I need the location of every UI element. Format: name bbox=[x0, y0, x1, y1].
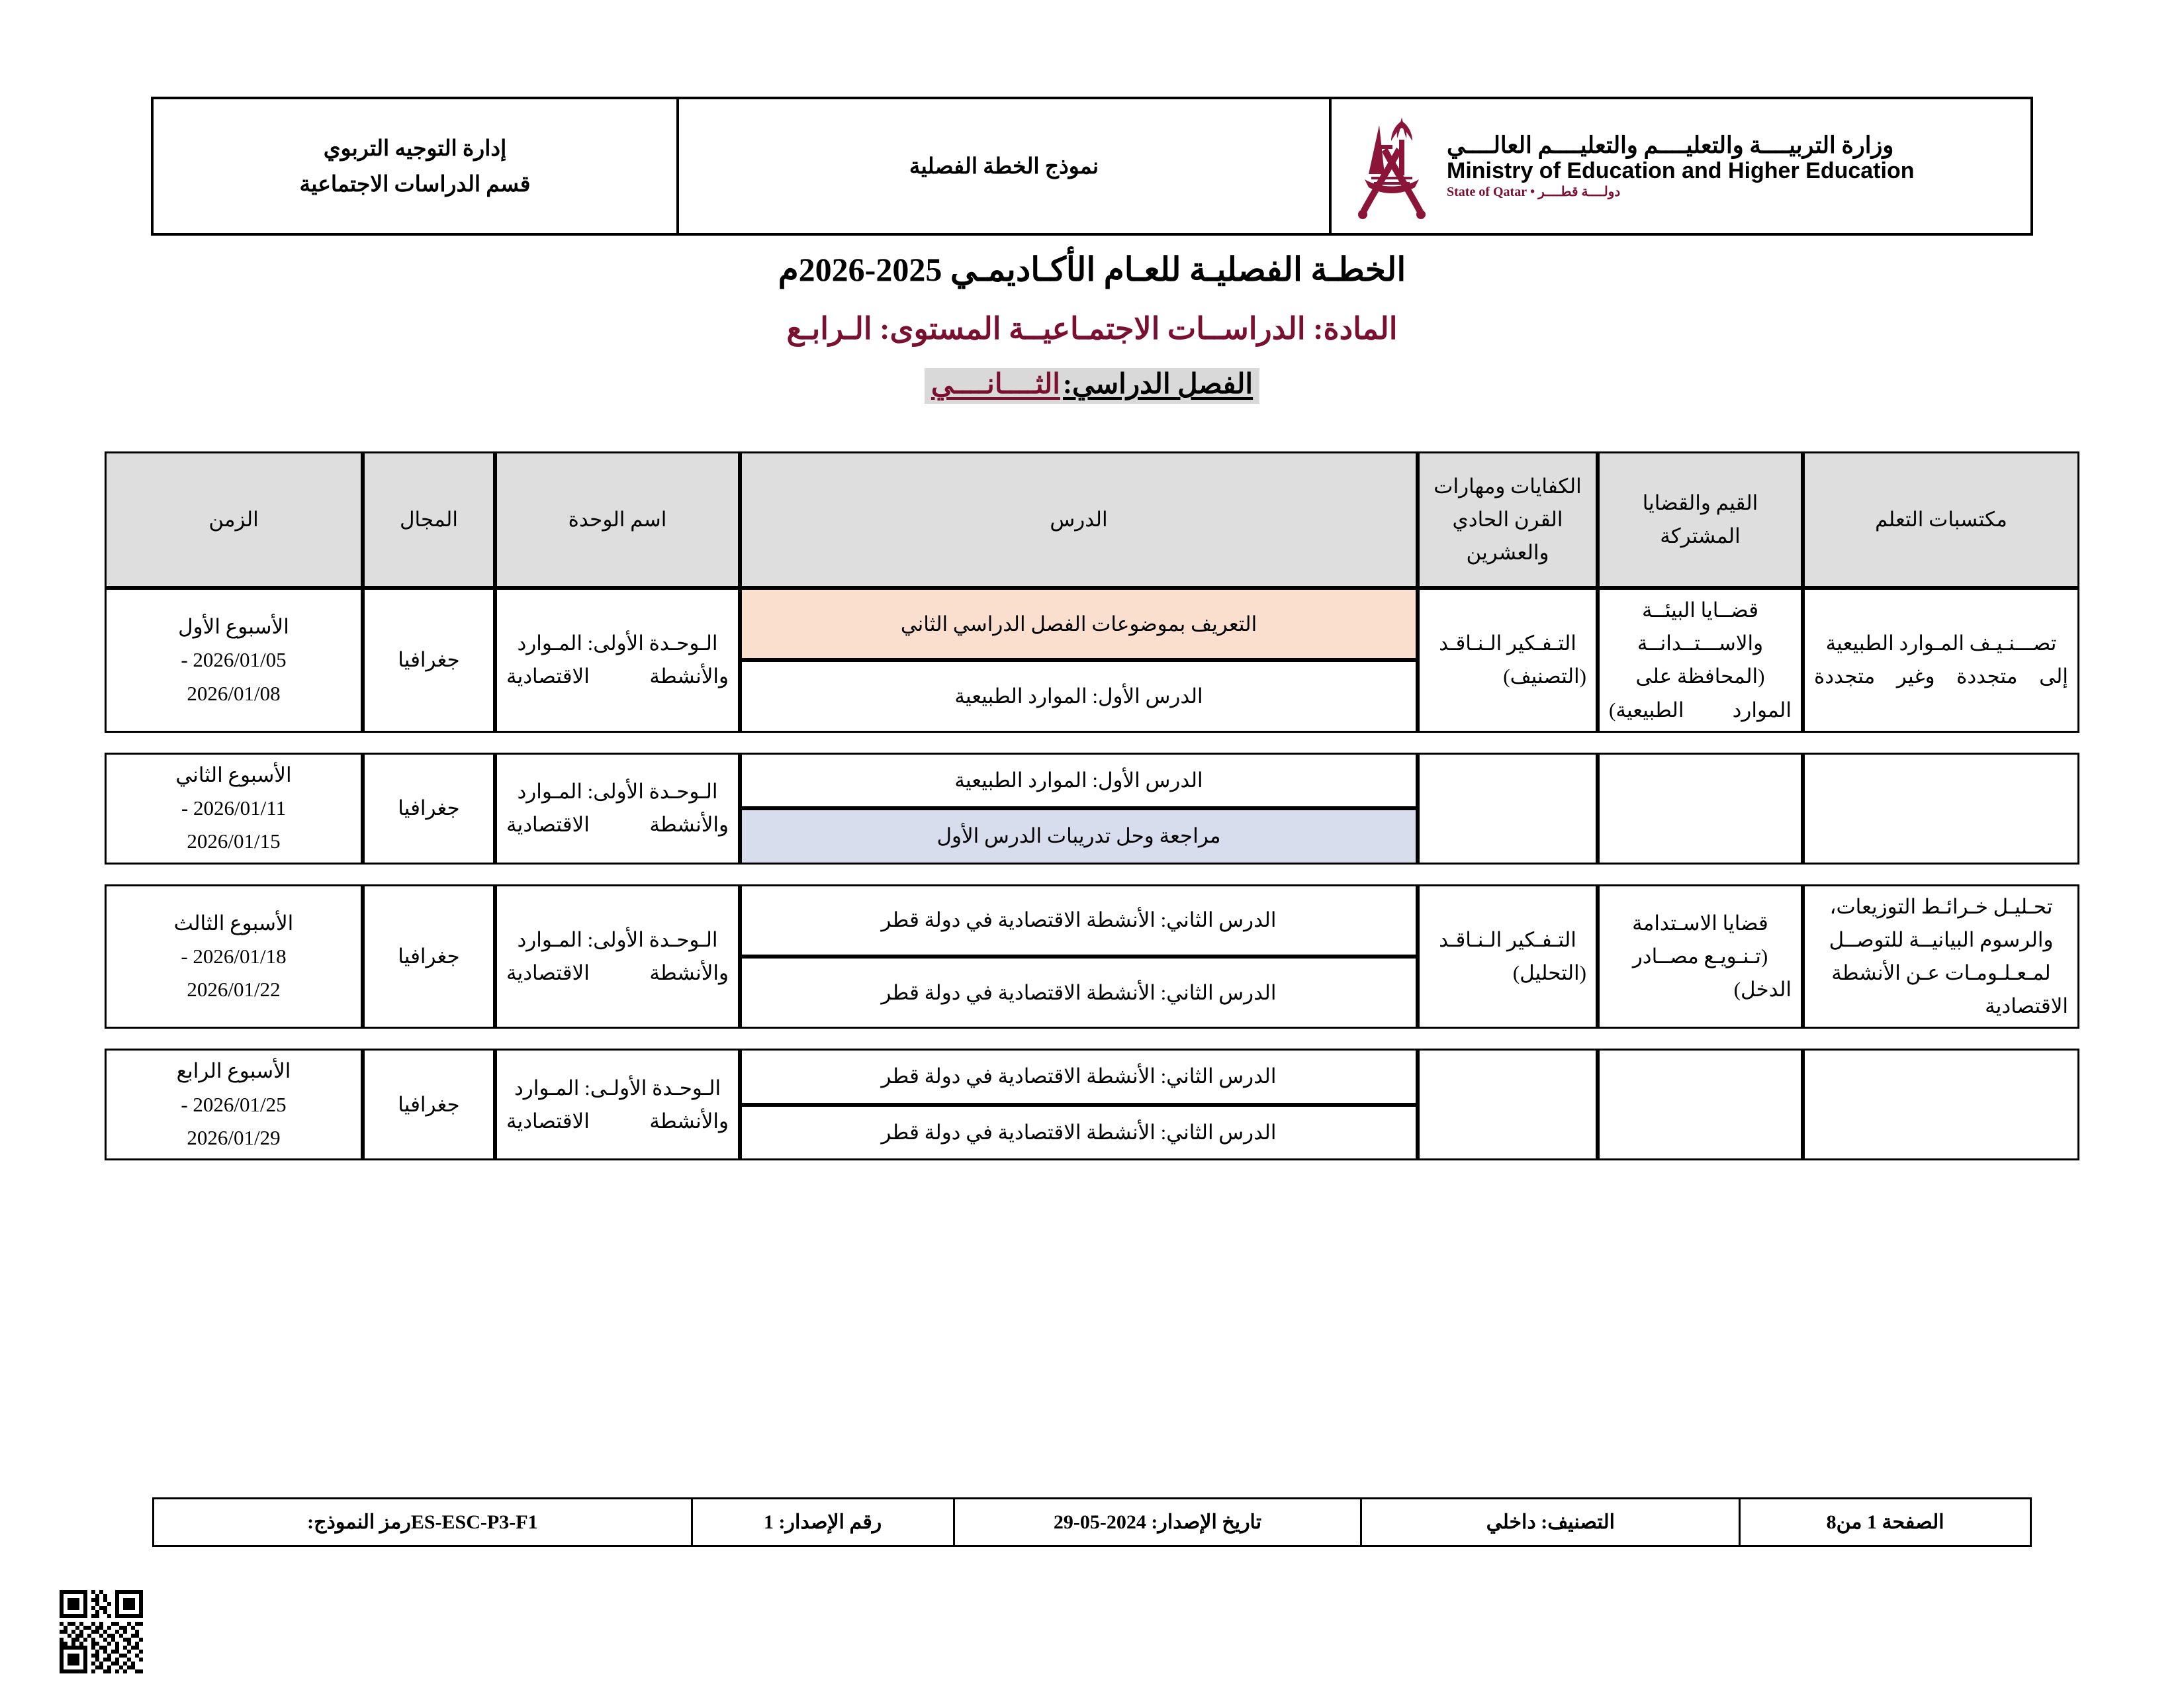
ministry-name-english: Ministry of Education and Higher Education bbox=[1447, 158, 1915, 184]
cell-unit-name: الـوحـدة الأولى: المـوارد والأنشطة الاقتصادية bbox=[495, 753, 740, 865]
cell-values-issues: قضايا الاسـتدامة (تـنـويـع مصــادر الدخل) bbox=[1598, 884, 1803, 1029]
semester-plan-table bbox=[105, 451, 2079, 1160]
table-row bbox=[105, 753, 2079, 808]
ministry-name-arabic: وزارة التربيــــة والتعليــــم والتعليــــم العالــــي bbox=[1447, 132, 1894, 159]
header-unit-name: اسم الوحدة bbox=[495, 451, 740, 588]
cell-field: جغرافيا bbox=[363, 588, 495, 733]
cell-learning-gains bbox=[1803, 753, 2079, 865]
week-label: الأسبوع الرابع bbox=[176, 1059, 291, 1083]
date-start: 2026/01/05 - bbox=[181, 648, 287, 672]
footer-form-code-label: رمز النموذج: bbox=[307, 1511, 411, 1533]
footer-form-code bbox=[154, 1499, 692, 1546]
cell-unit-name: الـوحـدة الأولى: المـوارد والأنشطة الاقتصادية bbox=[495, 588, 740, 733]
header-field: المجال bbox=[363, 451, 495, 588]
footer-classification: التصنيف: داخلي bbox=[1361, 1499, 1740, 1546]
semester-title-highlight bbox=[925, 368, 1259, 404]
document-footer bbox=[152, 1497, 2032, 1547]
table-row bbox=[105, 884, 2079, 957]
cell-time bbox=[105, 884, 363, 1029]
masthead bbox=[151, 97, 2033, 236]
cell-field: جغرافيا bbox=[363, 1049, 495, 1160]
section-name: قسم الدراسات الاجتماعية bbox=[299, 173, 531, 197]
footer-page-number: الصفحة 1 من8 bbox=[1740, 1499, 2031, 1546]
cell-lesson: الدرس الثاني: الأنشطة الاقتصادية في دولة قطر bbox=[740, 1105, 1418, 1160]
qatar-state-emblem-icon bbox=[1351, 111, 1432, 222]
date-start: 2026/01/11 - bbox=[181, 796, 287, 820]
header-learning-gains: مكتسبات التعلم bbox=[1803, 451, 2079, 588]
cell-competencies-skills bbox=[1418, 1049, 1598, 1160]
footer-form-code-value: ES-ESC-P3-F1 bbox=[410, 1511, 538, 1533]
cell-lesson: الدرس الثاني: الأنشطة الاقتصادية في دولة قطر bbox=[740, 957, 1418, 1029]
week-label: الأسبوع الثاني bbox=[175, 763, 292, 786]
cell-values-issues bbox=[1598, 1049, 1803, 1160]
cell-learning-gains: تصـــنـيـف المـوارد الطبيعية إلى متجددة وغير متجددة bbox=[1803, 588, 2079, 733]
date-end: 2026/01/29 bbox=[187, 1125, 281, 1149]
cell-competencies-skills: التـفـكير الـنـاقـد (التصنيف) bbox=[1418, 588, 1598, 733]
cell-competencies-skills bbox=[1418, 753, 1598, 865]
ministry-logo-cell bbox=[1329, 99, 2030, 233]
qr-code-icon bbox=[60, 1590, 143, 1673]
table-header-row bbox=[105, 451, 2079, 588]
table-row bbox=[105, 588, 2079, 660]
footer-row bbox=[154, 1499, 2031, 1546]
spacer-cell bbox=[105, 865, 2079, 884]
cell-field: جغرافيا bbox=[363, 884, 495, 1029]
form-title: نموذج الخطة الفصلية bbox=[909, 155, 1099, 179]
cell-unit-name: الـوحـدة الأولـى: المـوارد والأنشطة الاقتصادية bbox=[495, 1049, 740, 1160]
document-titles bbox=[0, 253, 2184, 404]
cell-learning-gains bbox=[1803, 1049, 2079, 1160]
row-spacer bbox=[105, 865, 2079, 884]
cell-competencies-skills: التـفـكير الـنـاقـد (التحليل) bbox=[1418, 884, 1598, 1029]
cell-lesson: الدرس الأول: الموارد الطبيعية bbox=[740, 660, 1418, 732]
header-lesson: الدرس bbox=[740, 451, 1418, 588]
cell-values-issues: قضــايا البيئــة والاســـتــدانــة (المحافظة على الموارد الطبيعية) bbox=[1598, 588, 1803, 733]
form-title-cell bbox=[676, 99, 1329, 233]
cell-field: جغرافيا bbox=[363, 753, 495, 865]
footer-revision-number: رقم الإصدار: 1 bbox=[692, 1499, 954, 1546]
footer-issue-date bbox=[954, 1499, 1361, 1546]
semester-value: الثــــانــــي bbox=[931, 369, 1060, 400]
spacer-cell bbox=[105, 733, 2079, 753]
row-spacer bbox=[105, 733, 2079, 753]
date-start: 2026/01/25 - bbox=[181, 1092, 287, 1116]
state-of-qatar-label: دولــــة قطــــر • State of Qatar bbox=[1447, 185, 1621, 200]
cell-values-issues bbox=[1598, 753, 1803, 865]
date-end: 2026/01/22 bbox=[187, 978, 281, 1002]
semester-label: الفصل الدراسي: bbox=[1062, 369, 1253, 400]
footer-issue-date-label: تاريخ الإصدار: bbox=[1151, 1511, 1262, 1533]
header-values-issues: القيم والقضايا المشتركة bbox=[1598, 451, 1803, 588]
header-competencies-skills: الكفايات ومهارات القرن الحادي والعشرين bbox=[1418, 451, 1598, 588]
spacer-cell bbox=[105, 1029, 2079, 1049]
subject-and-level-title: المادة: الدراســات الاجتمـاعيــة المستوى: الـرابـع bbox=[786, 312, 1398, 346]
date-end: 2026/01/08 bbox=[187, 681, 281, 705]
footer-issue-date-value: 29-05-2024 bbox=[1053, 1511, 1146, 1533]
cell-lesson: الدرس الثاني: الأنشطة الاقتصادية في دولة قطر bbox=[740, 884, 1418, 957]
header-time: الزمن bbox=[105, 451, 363, 588]
date-start: 2026/01/18 - bbox=[181, 944, 287, 968]
cell-lesson: مراجعة وحل تدريبات الدرس الأول bbox=[740, 808, 1418, 864]
table-row bbox=[105, 1049, 2079, 1104]
cell-time bbox=[105, 1049, 363, 1160]
cell-unit-name: الـوحـدة الأولى: المـوارد والأنشطة الاقتصادية bbox=[495, 884, 740, 1029]
date-end: 2026/01/15 bbox=[187, 829, 281, 853]
row-spacer bbox=[105, 1029, 2079, 1049]
cell-learning-gains: تحـليـل خـرائـط التوزيعات، والرسوم البيانيــة للتوصــل لمـعـلـومـات عـن الأنشطة الاقتصادية bbox=[1803, 884, 2079, 1029]
cell-time bbox=[105, 588, 363, 733]
department-cell bbox=[154, 99, 676, 233]
week-label: الأسبوع الأول bbox=[178, 615, 289, 639]
cell-lesson: التعريف بموضوعات الفصل الدراسي الثاني bbox=[740, 588, 1418, 660]
department-name: إدارة التوجيه التربوي bbox=[323, 137, 507, 161]
cell-time bbox=[105, 753, 363, 865]
cell-lesson: الدرس الثاني: الأنشطة الاقتصادية في دولة قطر bbox=[740, 1049, 1418, 1104]
cell-lesson: الدرس الأول: الموارد الطبيعية bbox=[740, 753, 1418, 808]
academic-year-title: الخطـة الفصليـة للعـام الأكـاديمـي 2025-2026م bbox=[778, 251, 1406, 288]
week-label: الأسبوع الثالث bbox=[173, 911, 294, 935]
